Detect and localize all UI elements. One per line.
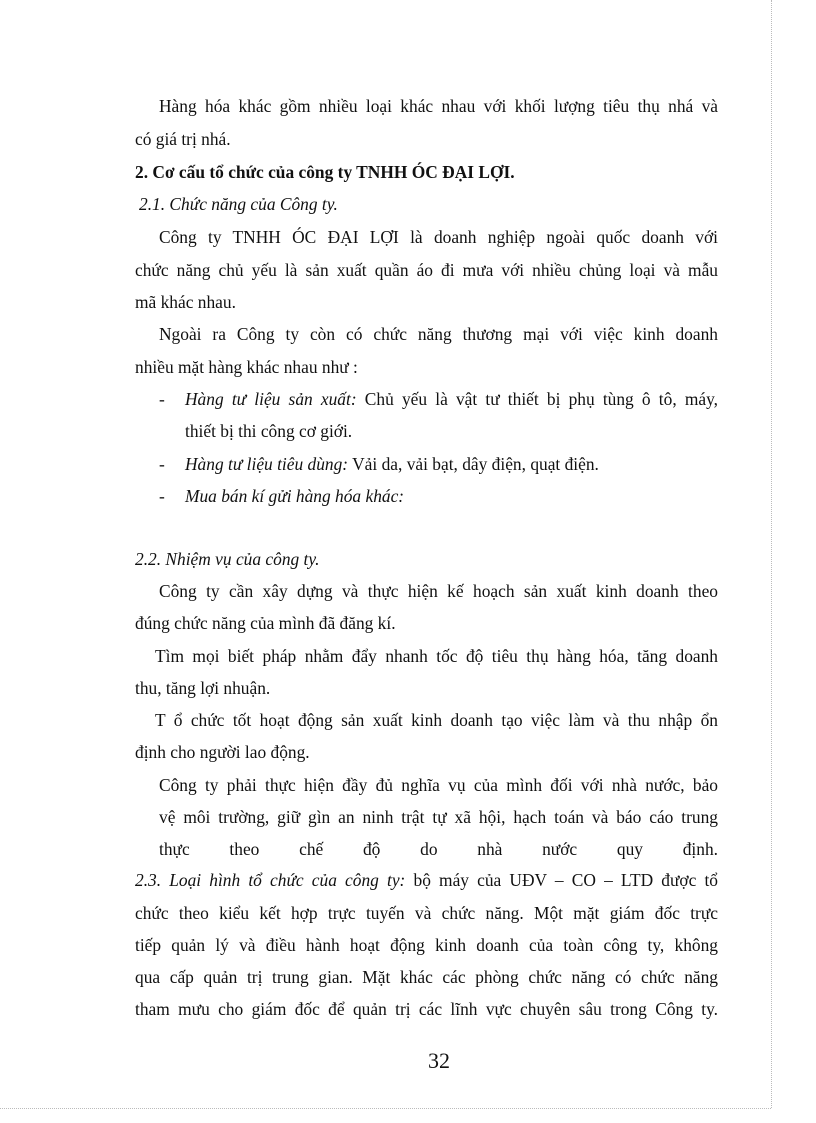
paragraph-line: Tìm mọi biết pháp nhằm đẩy nhanh tốc độ tiêu thụ hàng hóa, tăng doanh xyxy=(155,646,718,666)
paragraph-line: chức năng chủ yếu là sản xuất quần áo đi mưa với nhiều chủng loại và mẫu xyxy=(135,260,718,280)
subsection-heading: 2.3. Loại hình tổ chức của công ty: xyxy=(135,870,406,890)
paragraph-line: Ngoài ra Công ty còn có chức năng thương mại với việc kinh doanh xyxy=(159,324,718,344)
bullet-label: Mua bán kí gửi hàng hóa khác: xyxy=(185,486,405,506)
bullet-label: Hàng tư liệu tiêu dùng: xyxy=(185,454,349,474)
page-number: 32 xyxy=(428,1048,450,1073)
paragraph-line: tham mưu cho giám đốc để quản trị các lĩnh vực chuyên sâu trong Công ty. xyxy=(135,999,718,1019)
paragraph-line: T ổ chức tốt hoạt động sản xuất kinh doanh tạo việc làm và thu nhập ổn xyxy=(155,710,718,730)
paragraph-line: Công ty cần xây dựng và thực hiện kế hoạch sản xuất kinh doanh theo xyxy=(159,581,718,601)
paragraph-line: đúng chức năng của mình đã đăng kí. xyxy=(135,613,396,633)
bullet-item xyxy=(185,453,599,475)
page-border-bottom xyxy=(0,1108,771,1109)
paragraph-line: thực theo chế độ do nhà nước quy định. xyxy=(159,839,718,859)
bullet-continuation: thiết bị thi công cơ giới. xyxy=(185,421,353,441)
paragraph-line: có giá trị nhá. xyxy=(135,129,231,149)
bullet-text: Chủ yếu là vật tư thiết bị phụ tùng ô tô, máy, xyxy=(356,389,718,409)
bullet-dash: - xyxy=(159,486,165,506)
bullet-dash: - xyxy=(159,389,165,409)
bullet-label: Hàng tư liệu sản xuất: xyxy=(185,389,357,409)
bullet-text: Vải da, vải bạt, dây điện, quạt điện. xyxy=(348,454,599,474)
paragraph-line: vệ môi trường, giữ gìn an ninh trật tự xã hội, hạch toán và báo cáo trung xyxy=(159,807,718,827)
paragraph-line: Hàng hóa khác gồm nhiều loại khác nhau với khối lượng tiêu thụ nhá và xyxy=(159,96,718,116)
page-border-right xyxy=(771,0,772,1108)
paragraph-line: Công ty phải thực hiện đầy đủ nghĩa vụ của mình đối với nhà nước, bảo xyxy=(159,775,718,795)
paragraph-line: tiếp quản lý và điều hành hoạt động kinh doanh của toàn công ty, không xyxy=(135,935,718,955)
paragraph-line: Công ty TNHH ÓC ĐẠI LỢI là doanh nghiệp ngoài quốc doanh với xyxy=(159,227,718,247)
section-heading: 2. Cơ cấu tổ chức của công ty TNHH ÓC ĐẠI LỢI. xyxy=(135,162,515,182)
paragraph-line: thu, tăng lợi nhuận. xyxy=(135,678,271,698)
paragraph-line xyxy=(135,869,718,891)
subsection-heading: 2.1. Chức năng của Công ty. xyxy=(139,194,338,214)
paragraph-line: chức theo kiểu kết hợp trực tuyến và chức năng. Một mặt giám đốc trực xyxy=(135,903,718,923)
paragraph-text: bộ máy của UĐV – CO – LTD được tổ xyxy=(405,870,719,890)
bullet-item xyxy=(185,388,718,410)
paragraph-line: mã khác nhau. xyxy=(135,292,236,312)
bullet-dash: - xyxy=(159,454,165,474)
paragraph-line: nhiều mặt hàng khác nhau như : xyxy=(135,357,358,377)
paragraph-line: qua cấp quản trị trung gian. Mặt khác các phòng chức năng có chức năng xyxy=(135,967,718,987)
paragraph-line: định cho người lao động. xyxy=(135,742,310,762)
subsection-heading: 2.2. Nhiệm vụ của công ty. xyxy=(135,549,320,569)
